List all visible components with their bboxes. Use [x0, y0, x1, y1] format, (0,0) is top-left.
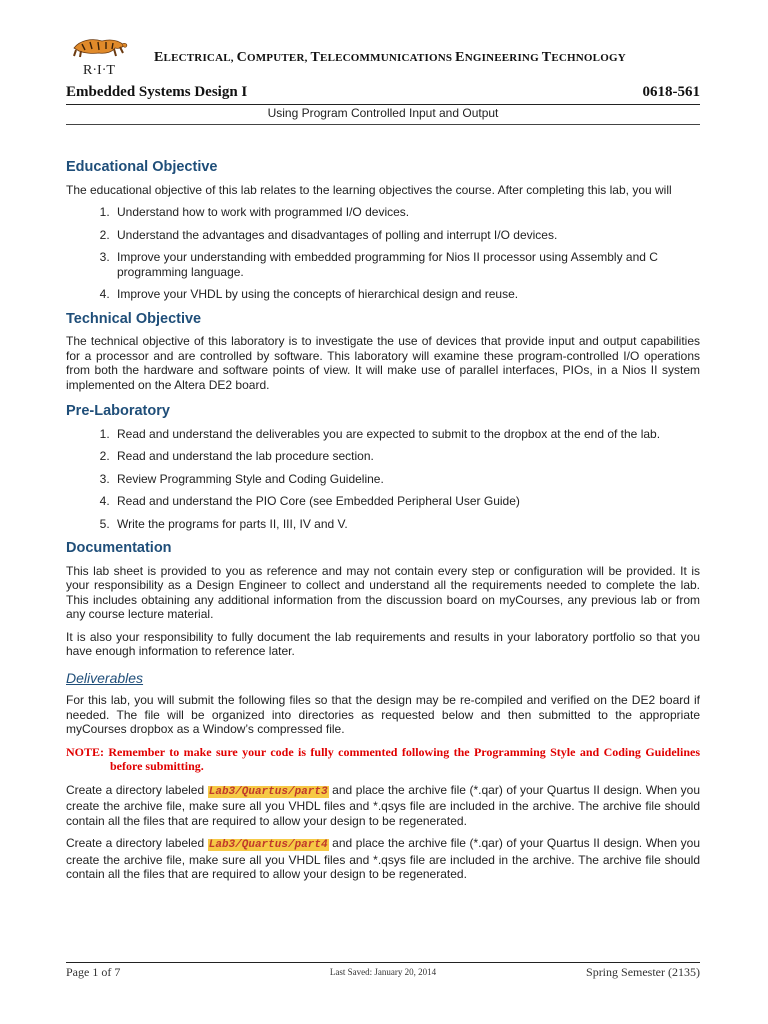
list-item: 5. Write the programs for parts II, III, IV and V. [113, 517, 700, 532]
dept-word-4: ENGINEERING [455, 50, 542, 65]
rit-logo [66, 34, 132, 78]
deliverable-part3: Create a directory labeled Lab3/Quartus/part3 and place the archive file (*.qar) of your Quartus II design. When you create the archive file, make sure all you VHDL files and *.qsys file are included in the archive. The archive file should contain all the files that are required to allow your design to be regenerated. [66, 782, 700, 828]
dept-word-1: ELECTRICAL, [154, 50, 237, 65]
deliverables-heading: Deliverables [66, 669, 144, 686]
technical-objective-heading: Technical Objective [66, 310, 202, 327]
directory-path: Lab3/Quartus/part4 [208, 839, 328, 851]
department-title [154, 50, 626, 66]
page-number: Page 1 of 7 [66, 965, 121, 979]
list-item: 1. Read and understand the deliverables you are expected to submit to the dropbox at the end of the lab. [113, 427, 700, 442]
logo-text: R·I·T [83, 63, 115, 78]
educational-intro: The educational objective of this lab relates to the learning objectives the course. After completing this lab, you will [66, 182, 672, 197]
list-item: 4. Improve your VHDL by using the concepts of hierarchical design and reuse. [113, 287, 700, 302]
last-saved: Last Saved: January 20, 2014 [329, 967, 437, 977]
documentation-para-1: This lab sheet is provided to you as reference and may not contain every step or configuration will be provided. It is your responsibility as a Design Engineer to collect and understand all the requirements needed to complete the lab. This includes obtaining any additional information from the discussion board on myCourses, any previous lab or from any course lecture material. [66, 563, 700, 621]
list-item: 4. Read and understand the PIO Core (see Embedded Peripheral User Guide) [113, 494, 700, 509]
lab-title: Using Program Controlled Input and Output [267, 106, 499, 120]
prelab-list [66, 427, 700, 532]
educational-list [66, 205, 700, 302]
page-header [66, 34, 700, 78]
course-number: 0618-561 [642, 84, 700, 100]
semester: Spring Semester (2135) [586, 965, 700, 979]
list-item: 2. Understand the advantages and disadvantages of polling and interrupt I/O devices. [113, 228, 700, 243]
list-item: 3. Improve your understanding with embedded programming for Nios II processor using Assembly and C programming language. [113, 250, 700, 279]
list-item: 1. Understand how to work with programmed I/O devices. [113, 205, 700, 220]
header-divider [66, 124, 700, 125]
document-body [66, 160, 700, 890]
pre-laboratory-heading: Pre-Laboratory [66, 403, 170, 419]
dept-word-2: COMPUTER, [236, 50, 311, 65]
documentation-heading: Documentation [66, 540, 172, 556]
dept-word-5: TECHNOLOGY [541, 50, 626, 65]
course-row [66, 84, 700, 105]
course-name: Embedded Systems Design I [66, 84, 248, 100]
documentation-para-2: It is also your responsibility to fully document the lab requirements and results in your laboratory portfolio so that you have enough information to reference later. [66, 629, 700, 658]
deliverables-intro: For this lab, you will submit the following files so that the design may be re-compiled and verified on the DE2 board if needed. The file will be organized into directories as requested below and then submitted to the appropriate myCourses dropbox as a Window’s compressed file. [66, 693, 700, 736]
deliverable-part4: Create a directory labeled Lab3/Quartus/part4 and place the archive file (*.qar) of your Quartus II design. When you create the archive file, make sure all you VHDL files and *.qsys file are included in the archive. The archive file should contain all the files that are required to allow your design to be regenerated. [66, 836, 700, 881]
tiger-icon [66, 34, 132, 78]
directory-path: Lab3/Quartus/part3 [208, 785, 328, 798]
dept-word-3: TELECOMMUNICATIONS [310, 50, 456, 65]
page-footer [66, 965, 700, 981]
list-item: 3. Review Programming Style and Coding Guideline. [113, 472, 700, 487]
note-warning: NOTE: Remember to make sure your code is fully commented following the Programming Style and Coding Guidelines before submitting. [66, 744, 700, 773]
technical-body: The technical objective of this laboratory is to investigate the use of devices that provide input and output capabilities for a processor and are controlled by software. This laboratory will examine these program-controlled I/O operations from both the hardware and software points of view. It will make use of parallel interfaces, PIOs, in a Nios II system implemented on the Altera DE2 board. [66, 334, 700, 392]
educational-objective-heading: Educational Objective [66, 159, 218, 175]
list-item: 2. Read and understand the lab procedure section. [113, 449, 700, 464]
footer-divider [66, 962, 700, 963]
